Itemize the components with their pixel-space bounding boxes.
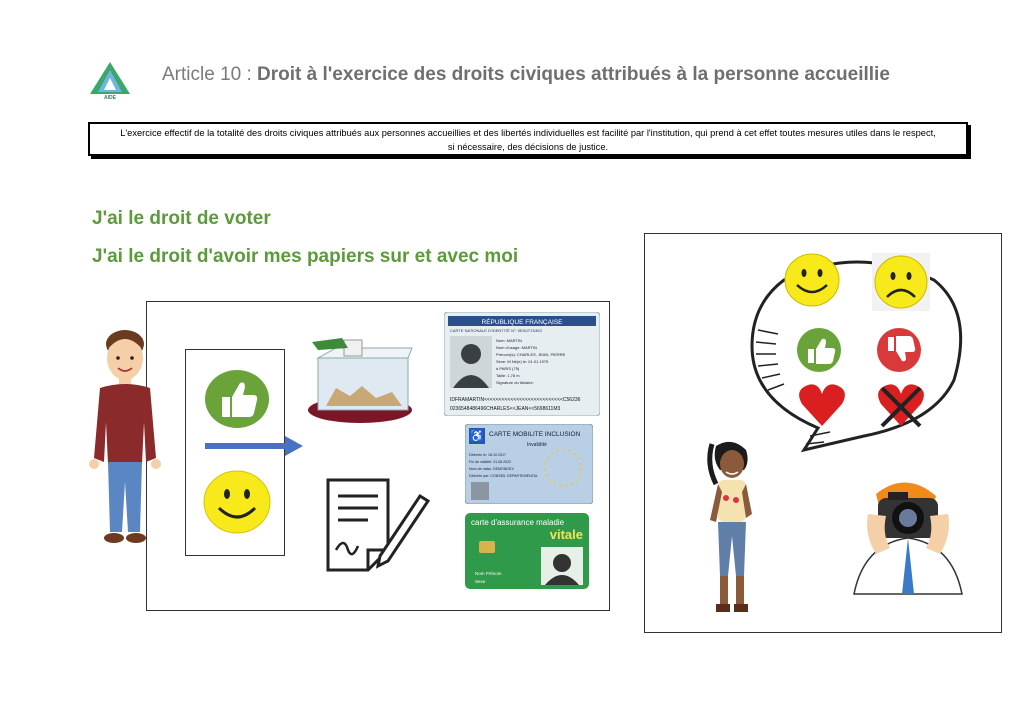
article-title: Droit à l'exercice des droits civiques attribués à la personne accueillie bbox=[257, 64, 890, 85]
mobility-field-1: Délivrée le: 18.10.2017 bbox=[469, 453, 506, 457]
smiley-icon bbox=[203, 470, 271, 534]
id-field-5: à PARIS (75) bbox=[496, 366, 520, 371]
article-number: Article 10 bbox=[162, 64, 242, 85]
happy-smiley-icon bbox=[784, 253, 840, 307]
speech-bubble-loop bbox=[744, 250, 970, 458]
id-field-2: Nom d'usage: MARTIN bbox=[496, 345, 537, 350]
article-text-box bbox=[88, 122, 968, 156]
id-field-3: Prénom(s): CHARLES, JEAN, PIERRE bbox=[496, 352, 566, 357]
page-title bbox=[162, 64, 890, 86]
crossed-heart-icon bbox=[876, 382, 926, 430]
mobility-mention: Invalidité bbox=[527, 442, 547, 448]
vitale-brand: vitale bbox=[549, 527, 583, 542]
photographer-figure bbox=[846, 474, 970, 598]
vitale-field-2: Sexe bbox=[475, 579, 486, 584]
vitale-title: carte d'assurance maladie bbox=[471, 518, 565, 527]
id-card-header: RÉPUBLIQUE FRANÇAISE bbox=[481, 319, 563, 326]
logo-text: AIDE bbox=[104, 95, 116, 100]
mobility-field-4: Délivrée par: CONSEIL DEPARTEMENTAL bbox=[469, 474, 538, 478]
svg-text:♿: ♿ bbox=[469, 429, 485, 443]
mobility-field-2: Fin de validité: 31.08.2022 bbox=[469, 460, 512, 464]
id-field-1: Nom: MARTIN bbox=[496, 338, 522, 343]
heading-papers: J'ai le droit d'avoir mes papiers sur et avec moi bbox=[92, 246, 519, 267]
signing-document-icon bbox=[322, 476, 432, 576]
thumbs-down-icon bbox=[876, 327, 922, 373]
thumbs-up-icon bbox=[204, 369, 270, 429]
title-separator: : bbox=[241, 64, 258, 85]
id-mrz-2: 0236548486496CHARLES<<JEAN<<5698611M3 bbox=[450, 406, 561, 412]
man-figure bbox=[84, 322, 166, 552]
id-field-4: Sexe: M Né(e) le: 01.01.1975 bbox=[496, 359, 549, 364]
vitale-card bbox=[465, 513, 589, 589]
woman-figure bbox=[702, 440, 766, 620]
id-card-subheader: CARTE NATIONALE D'IDENTITÉ N°: 0E0UT1S4E2 bbox=[450, 328, 543, 333]
heading-vote: J'ai le droit de voter bbox=[92, 208, 271, 229]
id-mrz-1: IDFRAMARTIN<<<<<<<<<<<<<<<<<<<<<<<<<<<C56236 bbox=[450, 397, 581, 403]
thumbs-up-icon bbox=[796, 327, 842, 373]
mobility-card bbox=[465, 424, 593, 504]
id-card bbox=[444, 312, 600, 416]
arrow-right-icon bbox=[205, 435, 305, 457]
article-text-line-1: L'exercice effectif de la totalité des droits civiques attribués aux personnes accueillies et des libertés individuelles est facilité par l'institution, qui prend à cet effet toutes mesures utiles dans le respect, bbox=[120, 128, 936, 138]
mobility-field-3: Nom de naiss: DEMONDEX bbox=[469, 467, 514, 471]
id-field-7: Signature du titulaire: bbox=[496, 380, 534, 385]
vitale-field-1: Nom Prénom bbox=[475, 571, 502, 576]
mobility-title: CARTE MOBILITE INCLUSION bbox=[489, 431, 581, 438]
article-text-line-2: si nécessaire, des décisions de justice. bbox=[447, 142, 609, 152]
logo bbox=[88, 60, 132, 100]
id-field-6: Taille: 1,78 m bbox=[496, 373, 520, 378]
ballot-box-icon bbox=[304, 336, 416, 424]
heart-icon bbox=[798, 382, 846, 428]
sad-smiley-icon bbox=[872, 253, 930, 311]
